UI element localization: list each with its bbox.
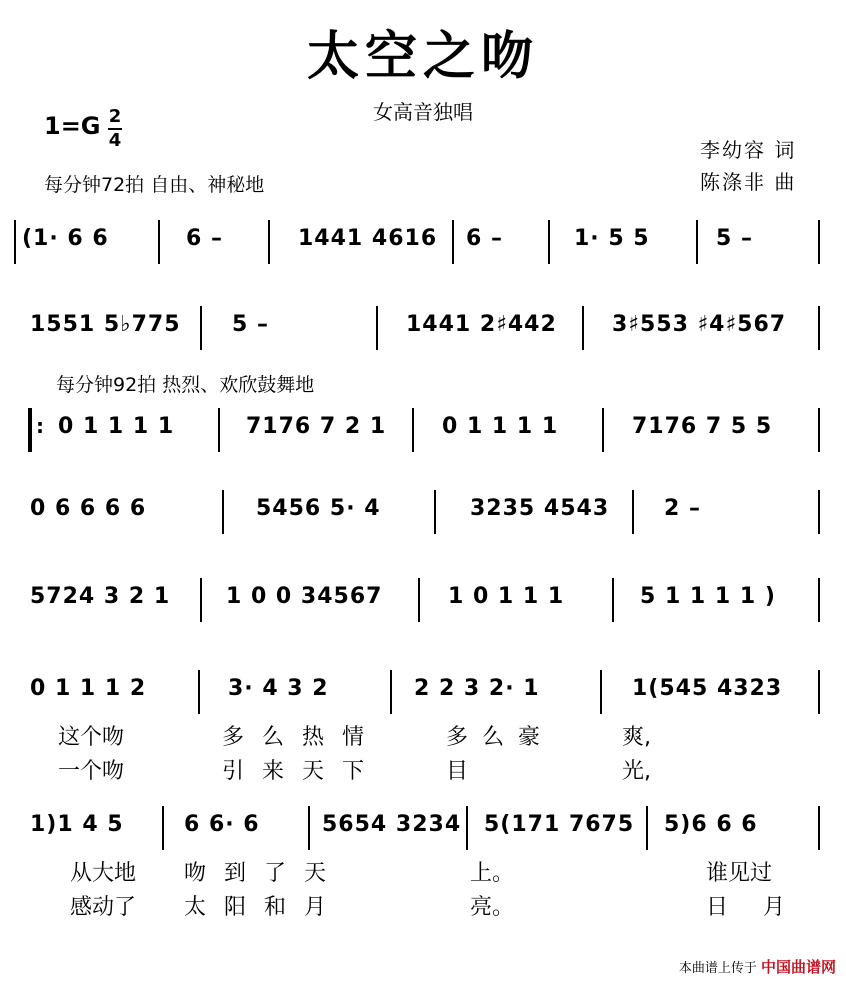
time-signature: 2 4 [108, 106, 122, 151]
measure: 5 – [716, 226, 753, 251]
tempo-marking-2: 每分钟92拍 热烈、欢欣鼓舞地 [56, 374, 315, 396]
measure: 1 0 1 1 1 [448, 584, 565, 609]
measure: 5 1 1 1 1 ) [640, 584, 776, 609]
measure: 6 – [466, 226, 503, 251]
lyric: 从大地 [70, 861, 137, 886]
measure: 3♯553 ♯4♯567 [612, 312, 787, 337]
measure: 5 – [232, 312, 269, 337]
measure: 1)1 4 5 [30, 812, 124, 837]
measure: 1 0 0 34567 [226, 584, 383, 609]
lyric: 光, [622, 759, 651, 784]
measure: 2 – [664, 496, 701, 521]
measure: 0 1 1 1 1 [442, 414, 559, 439]
measure: 1441 2♯442 [406, 312, 557, 337]
measure: 0 1 1 1 2 [30, 676, 147, 701]
lyric: 多么热情 [222, 725, 383, 750]
measure: 5654 3234 [322, 812, 462, 837]
lyric: 爽, [622, 725, 651, 750]
score-row-7 [0, 812, 846, 860]
key-signature: 1=G [44, 112, 101, 140]
page-title: 太空之吻 [306, 27, 539, 87]
lyric: 一个吻 [58, 759, 125, 784]
lyric: 目 [446, 759, 469, 784]
score-row-5 [0, 584, 846, 632]
score-row-1 [0, 226, 846, 274]
score-row-3: : 0 1 1 1 1 7176 7 2 1 0 1 1 1 1 7176 7 5 5 [0, 414, 846, 462]
lyric: 日 月 [706, 895, 799, 920]
tempo-marking-1: 每分钟72拍 自由、神秘地 [44, 174, 265, 196]
measure: 1(545 4323 [632, 676, 783, 701]
measure: (1· 6 6 [22, 226, 109, 251]
lyric: 太阳和月 [184, 895, 345, 920]
measure: 6 6· 6 [184, 812, 260, 837]
lyric: 亮。 [470, 895, 515, 920]
lyric: 感动了 [70, 895, 137, 920]
composer: 陈涤非 曲 [700, 170, 797, 194]
measure: 7176 7 5 5 [632, 414, 773, 439]
score-row-6 [0, 676, 846, 724]
measure: 1551 5♭775 [30, 312, 181, 337]
measure: 1441 4616 [298, 226, 438, 251]
measure: 0 6 6 6 6 [30, 496, 147, 521]
measure: 1· 5 5 [574, 226, 650, 251]
footer-credit: 本曲谱上传于 中国曲谱网 [678, 958, 836, 976]
lyric: 引来天下 [222, 759, 383, 784]
lyric: 谁见过 [706, 861, 773, 886]
measure: 0 1 1 1 1 [58, 414, 175, 439]
site-logo[interactable]: 中国曲谱网 [760, 958, 836, 976]
subtitle: 女高音独唱 [373, 100, 473, 124]
measure: 3235 4543 [470, 496, 610, 521]
lyricist: 李幼容 词 [700, 138, 797, 162]
measure: 2 2 3 2· 1 [414, 676, 540, 701]
lyric: 多么豪 [446, 725, 555, 750]
measure: 5(171 7675 [484, 812, 635, 837]
measure: 5456 5· 4 [256, 496, 381, 521]
measure: 5)6 6 6 [664, 812, 758, 837]
lyric: 这个吻 [58, 725, 125, 750]
lyric: 吻到了天 [184, 861, 345, 886]
measure: 3· 4 3 2 [228, 676, 329, 701]
measure: 6 – [186, 226, 223, 251]
measure: 5724 3 2 1 [30, 584, 171, 609]
lyric: 上。 [470, 861, 515, 886]
measure: 7176 7 2 1 [246, 414, 387, 439]
score-row-4 [0, 496, 846, 544]
score-row-2 [0, 312, 846, 360]
